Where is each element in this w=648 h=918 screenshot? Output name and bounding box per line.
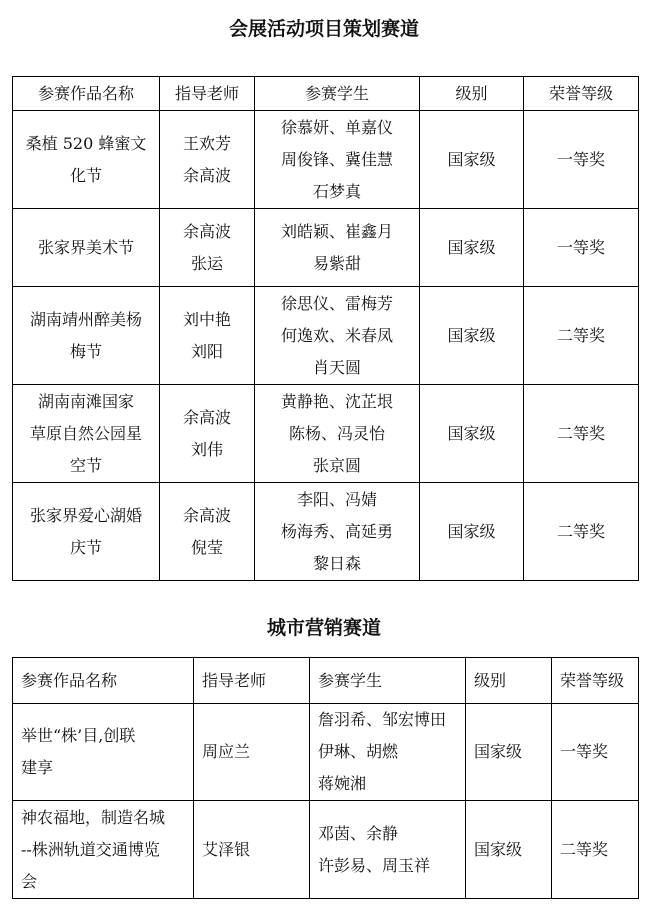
- level-cell: 国家级: [466, 801, 552, 899]
- students-line: 李阳、冯婧: [296, 489, 377, 509]
- header-work-name: 参赛作品名称: [13, 77, 160, 111]
- students-line: 徐慕妍、单嘉仪: [280, 117, 393, 137]
- students-line: 石梦真: [312, 181, 361, 201]
- students-line: 陈杨、冯灵怡: [288, 423, 385, 443]
- level-cell: 国家级: [420, 209, 524, 287]
- work-name-cell: [13, 385, 160, 483]
- header-students: 参赛学生: [310, 658, 466, 704]
- level-cell: 国家级: [420, 111, 524, 209]
- work-name-line: 草原自然公园星: [29, 423, 142, 443]
- work-name-line: 桑植 520 蜂蜜文: [25, 133, 147, 153]
- students-line: 张京圆: [312, 455, 361, 475]
- header-teacher: 指导老师: [194, 658, 310, 704]
- students-cell: [255, 287, 420, 385]
- work-name-line: 空节: [69, 455, 102, 475]
- table-header-row: [13, 77, 639, 111]
- work-name-line: 张家界爱心湖婚: [29, 505, 142, 525]
- work-name-line: 举世“株’目,创联: [21, 726, 136, 745]
- students-cell: [255, 209, 420, 287]
- students-line: 伊琳、胡燃: [318, 742, 399, 761]
- teacher-cell: [194, 704, 310, 801]
- teacher-cell: [160, 287, 255, 385]
- section-title-exhibition: 会展活动项目策划赛道: [228, 18, 419, 40]
- work-name-line: 梅节: [69, 341, 102, 361]
- exhibition-awards-table: [12, 76, 639, 581]
- header-teacher: 指导老师: [160, 77, 255, 111]
- teacher-name: 余高波: [182, 407, 231, 427]
- table-header-row: [13, 658, 639, 704]
- work-name-cell: [13, 209, 160, 287]
- table-row: [13, 483, 639, 581]
- teacher-name: 王欢芳: [182, 133, 231, 153]
- table-row: [13, 385, 639, 483]
- header-work-name: 参赛作品名称: [13, 658, 194, 704]
- work-name-line: 湖南靖州醉美杨: [29, 309, 142, 329]
- teacher-name: 刘阳: [190, 341, 223, 361]
- work-name-cell: [13, 801, 194, 899]
- teacher-name: 艾泽银: [202, 839, 251, 859]
- award-cell: 一等奖: [524, 209, 639, 287]
- teacher-name: 刘伟: [190, 439, 223, 459]
- table-row: [13, 287, 639, 385]
- students-cell: [310, 704, 466, 801]
- header-level: 级别: [466, 658, 552, 704]
- work-name-cell: [13, 483, 160, 581]
- students-cell: [255, 385, 420, 483]
- work-name-cell: [13, 111, 160, 209]
- work-name-line: 建享: [21, 758, 54, 777]
- students-line: 许彭易、周玉祥: [318, 855, 431, 875]
- award-cell: 一等奖: [552, 704, 639, 801]
- work-name-line: 神农福地，制造名城: [21, 807, 166, 827]
- students-line: 易紫甜: [312, 253, 361, 273]
- work-name-line: --株洲轨道交通博览: [21, 839, 160, 859]
- teacher-cell: [160, 385, 255, 483]
- students-line: 何逸欢、米春凤: [280, 325, 393, 345]
- teacher-name: 余高波: [182, 165, 231, 185]
- teacher-name: 余高波: [182, 505, 231, 525]
- teacher-cell: [160, 111, 255, 209]
- students-line: 蒋婉湘: [318, 774, 367, 793]
- students-line: 杨海秀、高延勇: [280, 521, 393, 541]
- award-cell: 二等奖: [552, 801, 639, 899]
- teacher-name: 周应兰: [202, 742, 251, 761]
- teacher-cell: [160, 209, 255, 287]
- table-row: [13, 209, 639, 287]
- students-line: 邓茵、余静: [318, 823, 399, 843]
- table-row: [13, 111, 639, 209]
- students-line: 黄静艳、沈芷垠: [280, 391, 393, 411]
- work-name-line: 张家界美术节: [37, 237, 134, 257]
- level-cell: 国家级: [420, 385, 524, 483]
- work-name-line: 会: [21, 871, 38, 891]
- students-line: 詹羽希、邹宏博田: [318, 710, 447, 729]
- students-cell: [310, 801, 466, 899]
- teacher-name: 张运: [190, 253, 223, 273]
- level-cell: 国家级: [420, 287, 524, 385]
- students-line: 徐思仪、雷梅芳: [280, 293, 393, 313]
- work-name-cell: [13, 704, 194, 801]
- students-line: 周俊锋、冀佳慧: [280, 149, 393, 169]
- header-award: 荣誉等级: [552, 658, 639, 704]
- work-name-cell: [13, 287, 160, 385]
- students-cell: [255, 483, 420, 581]
- section-title-city-marketing: 城市营销赛道: [266, 617, 381, 639]
- table-row: [13, 704, 639, 801]
- table-row: [13, 801, 639, 899]
- students-line: 刘皓颖、崔鑫月: [280, 221, 393, 241]
- award-cell: 二等奖: [524, 385, 639, 483]
- work-name-line: 湖南南滩国家: [37, 391, 134, 411]
- header-level: 级别: [420, 77, 524, 111]
- teacher-name: 余高波: [182, 221, 231, 241]
- work-name-line: 化节: [69, 165, 102, 185]
- students-line: 黎日森: [312, 553, 361, 573]
- teacher-cell: [160, 483, 255, 581]
- level-cell: 国家级: [466, 704, 552, 801]
- students-line: 肖天圆: [312, 357, 361, 377]
- teacher-name: 刘中艳: [182, 309, 231, 329]
- award-cell: 二等奖: [524, 483, 639, 581]
- award-cell: 二等奖: [524, 287, 639, 385]
- header-award: 荣誉等级: [524, 77, 639, 111]
- students-cell: [255, 111, 420, 209]
- header-students: 参赛学生: [255, 77, 420, 111]
- level-cell: 国家级: [420, 483, 524, 581]
- teacher-cell: [194, 801, 310, 899]
- teacher-name: 倪莹: [190, 537, 223, 557]
- city-marketing-awards-table: [12, 657, 639, 899]
- work-name-line: 庆节: [69, 537, 102, 557]
- award-cell: 一等奖: [524, 111, 639, 209]
